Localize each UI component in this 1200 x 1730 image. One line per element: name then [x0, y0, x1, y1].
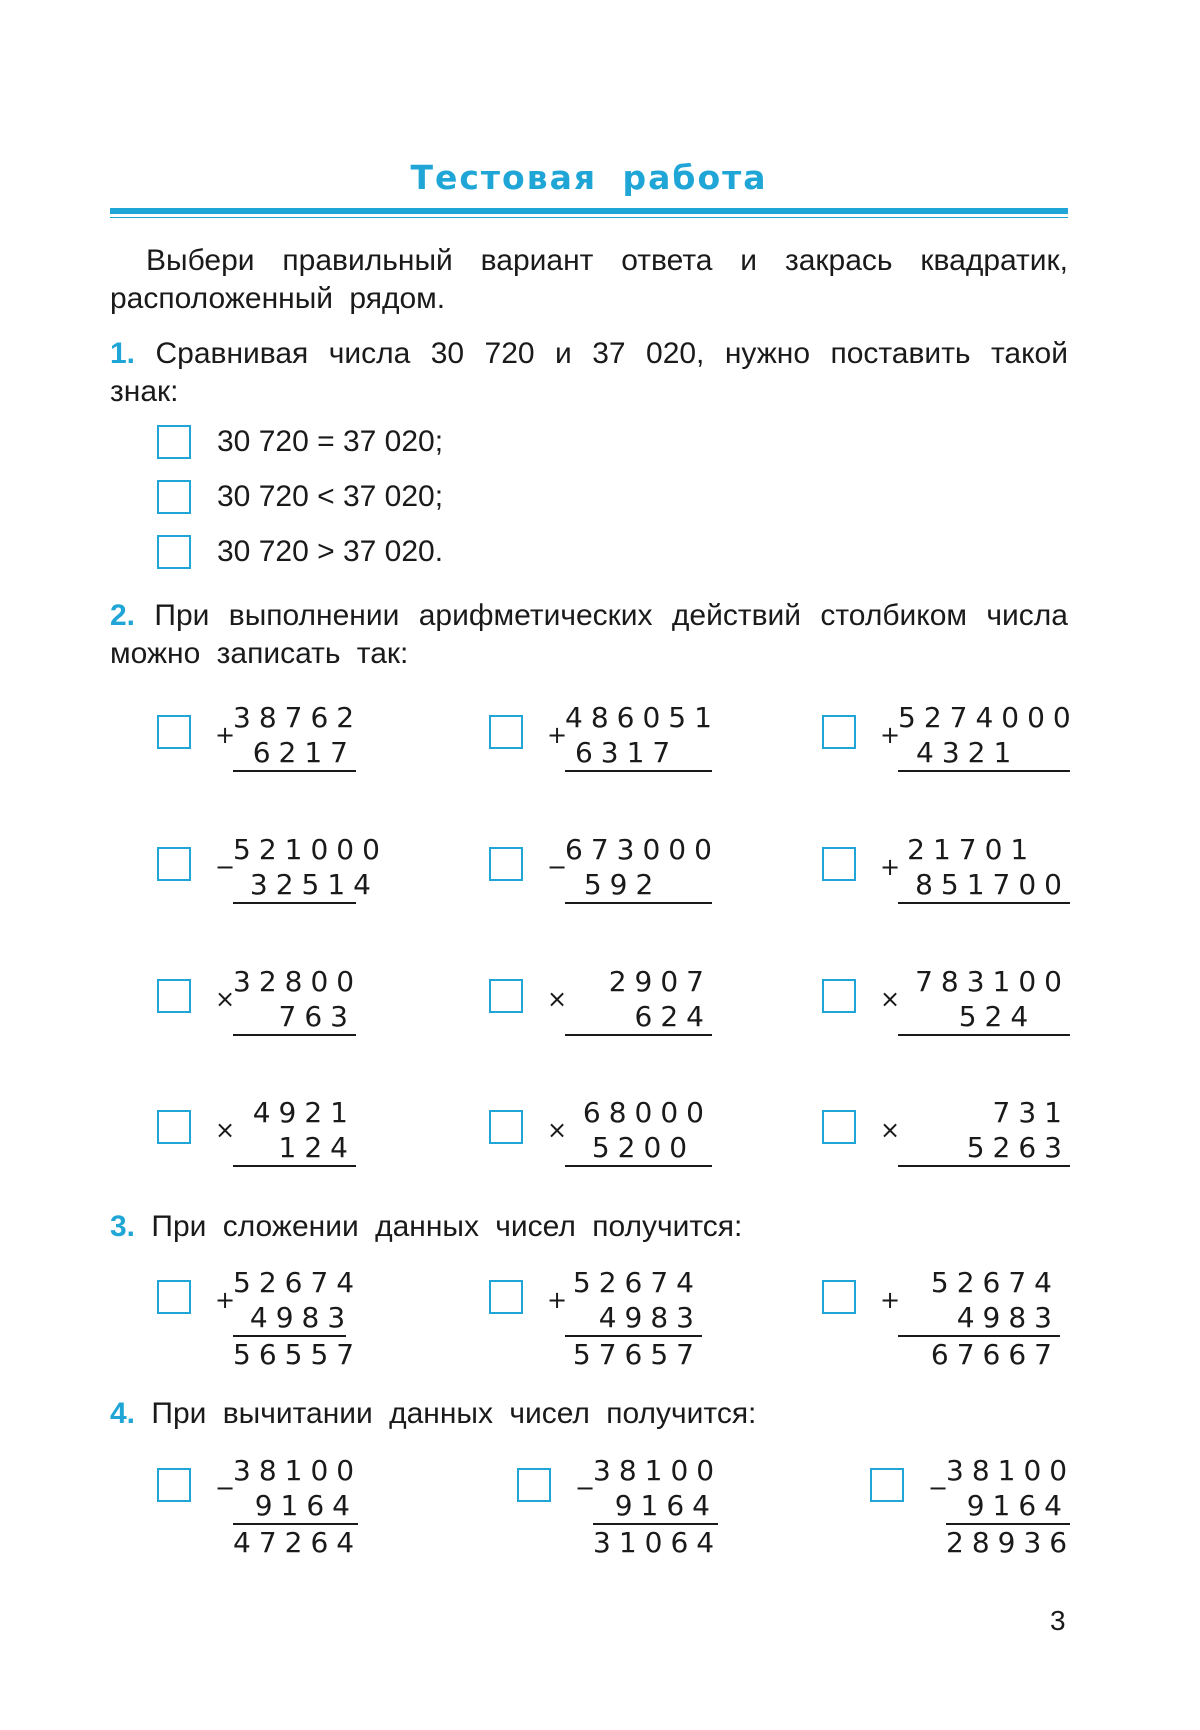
q2-option-r2-c1-operator: −	[215, 853, 236, 881]
question-3-text: При сложении данных чисел получится:	[151, 1210, 743, 1243]
q2-option-r4-c3-top-number: 731	[975, 1096, 1070, 1129]
q2-option-r2-c1-top-number: 521000	[233, 833, 388, 866]
q3-option-2-operator: +	[547, 1286, 568, 1314]
q2-option-r1-c2-operator: +	[547, 721, 568, 749]
q3-option-3-top-number: 52674	[930, 1266, 1060, 1299]
q1-option-1-checkbox[interactable]	[157, 425, 191, 459]
q2-option-r1-c1-operator: +	[215, 721, 236, 749]
q2-option-r4-c1-bottom-number: 124	[233, 1130, 356, 1167]
q2-option-r1-c2-bottom-number: 6317	[565, 735, 712, 772]
q2-option-r2-c2-column	[565, 832, 720, 904]
q2-option-r1-c2-top-number: 486051	[565, 701, 720, 734]
q4-option-1-top-number: 38100	[233, 1454, 363, 1487]
q4-option-1-result: 47264	[233, 1523, 358, 1560]
question-1	[110, 335, 1068, 411]
q2-option-r1-c3-operator: +	[880, 721, 901, 749]
q2-option-r4-c2-column	[565, 1095, 712, 1167]
question-2-text: При выполнении арифметических действий столбиком числа можно записать так:	[110, 599, 1068, 670]
q4-option-3-checkbox[interactable]	[870, 1468, 904, 1502]
q2-option-r4-c3-bottom-number: 5263	[898, 1130, 1070, 1167]
q3-option-3-column	[898, 1265, 1060, 1372]
q2-option-r4-c1-checkbox[interactable]	[157, 1110, 191, 1144]
q4-option-1-operator: −	[215, 1474, 236, 1502]
q2-option-r1-c3-top-number: 5274000	[898, 701, 1079, 734]
q4-option-2-bottom-number: 9164	[597, 1489, 718, 1522]
q2-option-r3-c1-checkbox[interactable]	[157, 979, 191, 1013]
q4-option-2-result: 31064	[593, 1523, 718, 1560]
q1-option-3-label: 30 720 > 37 020.	[217, 535, 444, 568]
q2-option-r1-c3-checkbox[interactable]	[822, 715, 856, 749]
q2-option-r3-c2-column	[565, 964, 712, 1036]
q3-option-3-operator: +	[880, 1286, 901, 1314]
q2-option-r1-c1-bottom-number: 6217	[233, 735, 356, 772]
q3-option-2-checkbox[interactable]	[489, 1280, 523, 1314]
q2-option-r2-c3-operator: +	[880, 853, 901, 881]
q2-option-r3-c3-top-number: 783100	[915, 965, 1070, 998]
q2-option-r1-c1-top-number: 38762	[233, 701, 363, 734]
q4-option-1-column	[233, 1453, 363, 1560]
q2-option-r3-c1-column	[233, 964, 363, 1036]
q2-option-r2-c3-bottom-number: 851700	[898, 867, 1070, 904]
q2-option-r4-c2-checkbox[interactable]	[489, 1110, 523, 1144]
q3-option-2-result: 57657	[565, 1335, 702, 1372]
q2-option-r3-c1-bottom-number: 763	[233, 999, 356, 1036]
question-1-text: Сравнивая числа 30 720 и 37 020, нужно поставить такой знак:	[110, 337, 1068, 408]
q2-option-r3-c1-operator: ×	[215, 985, 236, 1013]
q3-option-1-column	[233, 1265, 363, 1372]
q2-option-r4-c2-top-number: 68000	[582, 1096, 712, 1129]
q2-option-r3-c2-checkbox[interactable]	[489, 979, 523, 1013]
q3-option-2-column	[565, 1265, 702, 1372]
title-rule-thin	[110, 217, 1068, 218]
q2-option-r3-c1-top-number: 32800	[233, 965, 363, 998]
q4-option-3-bottom-number: 9164	[949, 1489, 1070, 1522]
q3-option-3-result: 67667	[898, 1335, 1060, 1372]
q3-option-3-checkbox[interactable]	[822, 1280, 856, 1314]
q2-option-r4-c3-column	[898, 1095, 1070, 1167]
instructions: Выбери правильный вариант ответа и закрась квадратик, расположенный рядом.	[110, 244, 1068, 315]
q2-option-r1-c3-bottom-number: 4321	[898, 735, 1070, 772]
title-rule	[110, 208, 1068, 214]
q2-option-r2-c1-checkbox[interactable]	[157, 847, 191, 881]
question-4-text: При вычитании данных чисел получится:	[151, 1397, 757, 1430]
q4-option-3-operator: −	[928, 1474, 949, 1502]
q3-option-1-bottom-number: 4983	[233, 1301, 354, 1334]
q3-option-1-operator: +	[215, 1286, 236, 1314]
q2-option-r2-c2-operator: −	[547, 853, 568, 881]
q2-option-r1-c2-checkbox[interactable]	[489, 715, 523, 749]
q2-option-r2-c2-checkbox[interactable]	[489, 847, 523, 881]
q1-option-2-label: 30 720 < 37 020;	[217, 480, 444, 513]
question-3-number: 3.	[110, 1210, 136, 1243]
question-2-number: 2.	[110, 599, 136, 632]
q2-option-r3-c3-bottom-number: 524	[898, 999, 1070, 1036]
q2-option-r4-c2-bottom-number: 5200	[565, 1130, 712, 1167]
q3-option-3-bottom-number: 4983	[939, 1301, 1060, 1334]
q3-option-1-result: 56557	[233, 1335, 346, 1372]
q2-option-r2-c3-column	[898, 832, 1070, 904]
q2-option-r3-c3-checkbox[interactable]	[822, 979, 856, 1013]
q2-option-r1-c3-column	[898, 700, 1079, 772]
q2-option-r4-c3-checkbox[interactable]	[822, 1110, 856, 1144]
q2-option-r1-c1-checkbox[interactable]	[157, 715, 191, 749]
q2-option-r4-c1-column	[233, 1095, 356, 1167]
q2-option-r1-c2-column	[565, 700, 720, 772]
q2-option-r2-c1-column	[233, 832, 388, 904]
q2-option-r4-c1-top-number: 4921	[252, 1096, 356, 1129]
q2-option-r3-c2-operator: ×	[547, 985, 568, 1013]
q1-option-2-checkbox[interactable]	[157, 480, 191, 514]
question-1-number: 1.	[110, 337, 136, 370]
question-2	[110, 597, 1068, 673]
q4-option-3-result: 28936	[946, 1523, 1070, 1560]
q4-option-1-bottom-number: 9164	[237, 1489, 358, 1522]
q2-option-r2-c2-bottom-number: 592	[565, 867, 712, 904]
page-title: Тестовая работа	[410, 158, 768, 197]
question-4-number: 4.	[110, 1397, 136, 1430]
q4-option-3-column	[946, 1453, 1076, 1560]
q2-option-r3-c2-bottom-number: 624	[565, 999, 712, 1036]
q4-option-2-top-number: 38100	[593, 1454, 723, 1487]
q2-option-r2-c3-top-number: 21701	[907, 833, 1070, 866]
q2-option-r3-c3-operator: ×	[880, 985, 901, 1013]
q2-option-r4-c2-operator: ×	[547, 1116, 568, 1144]
q4-option-2-operator: −	[575, 1474, 596, 1502]
q2-option-r3-c3-column	[898, 964, 1070, 1036]
q4-option-2-checkbox[interactable]	[517, 1468, 551, 1502]
q2-option-r3-c2-top-number: 2907	[608, 965, 712, 998]
q2-option-r2-c1-bottom-number: 32514	[233, 867, 356, 904]
page-number: 3	[1050, 1605, 1066, 1636]
q4-option-2-column	[593, 1453, 723, 1560]
q4-option-3-top-number: 38100	[946, 1454, 1076, 1487]
q2-option-r4-c3-operator: ×	[880, 1116, 901, 1144]
q3-option-1-checkbox[interactable]	[157, 1280, 191, 1314]
q1-option-3-checkbox[interactable]	[157, 535, 191, 569]
q2-option-r4-c1-operator: ×	[215, 1116, 236, 1144]
q1-option-1-label: 30 720 = 37 020;	[217, 425, 444, 458]
q4-option-1-checkbox[interactable]	[157, 1468, 191, 1502]
q3-option-1-top-number: 52674	[233, 1266, 363, 1299]
question-3	[110, 1208, 1068, 1246]
q3-option-2-top-number: 52674	[572, 1266, 702, 1299]
question-4	[110, 1395, 1068, 1433]
q3-option-2-bottom-number: 4983	[581, 1301, 702, 1334]
q2-option-r2-c3-checkbox[interactable]	[822, 847, 856, 881]
q2-option-r1-c1-column	[233, 700, 363, 772]
q2-option-r2-c2-top-number: 673000	[565, 833, 720, 866]
